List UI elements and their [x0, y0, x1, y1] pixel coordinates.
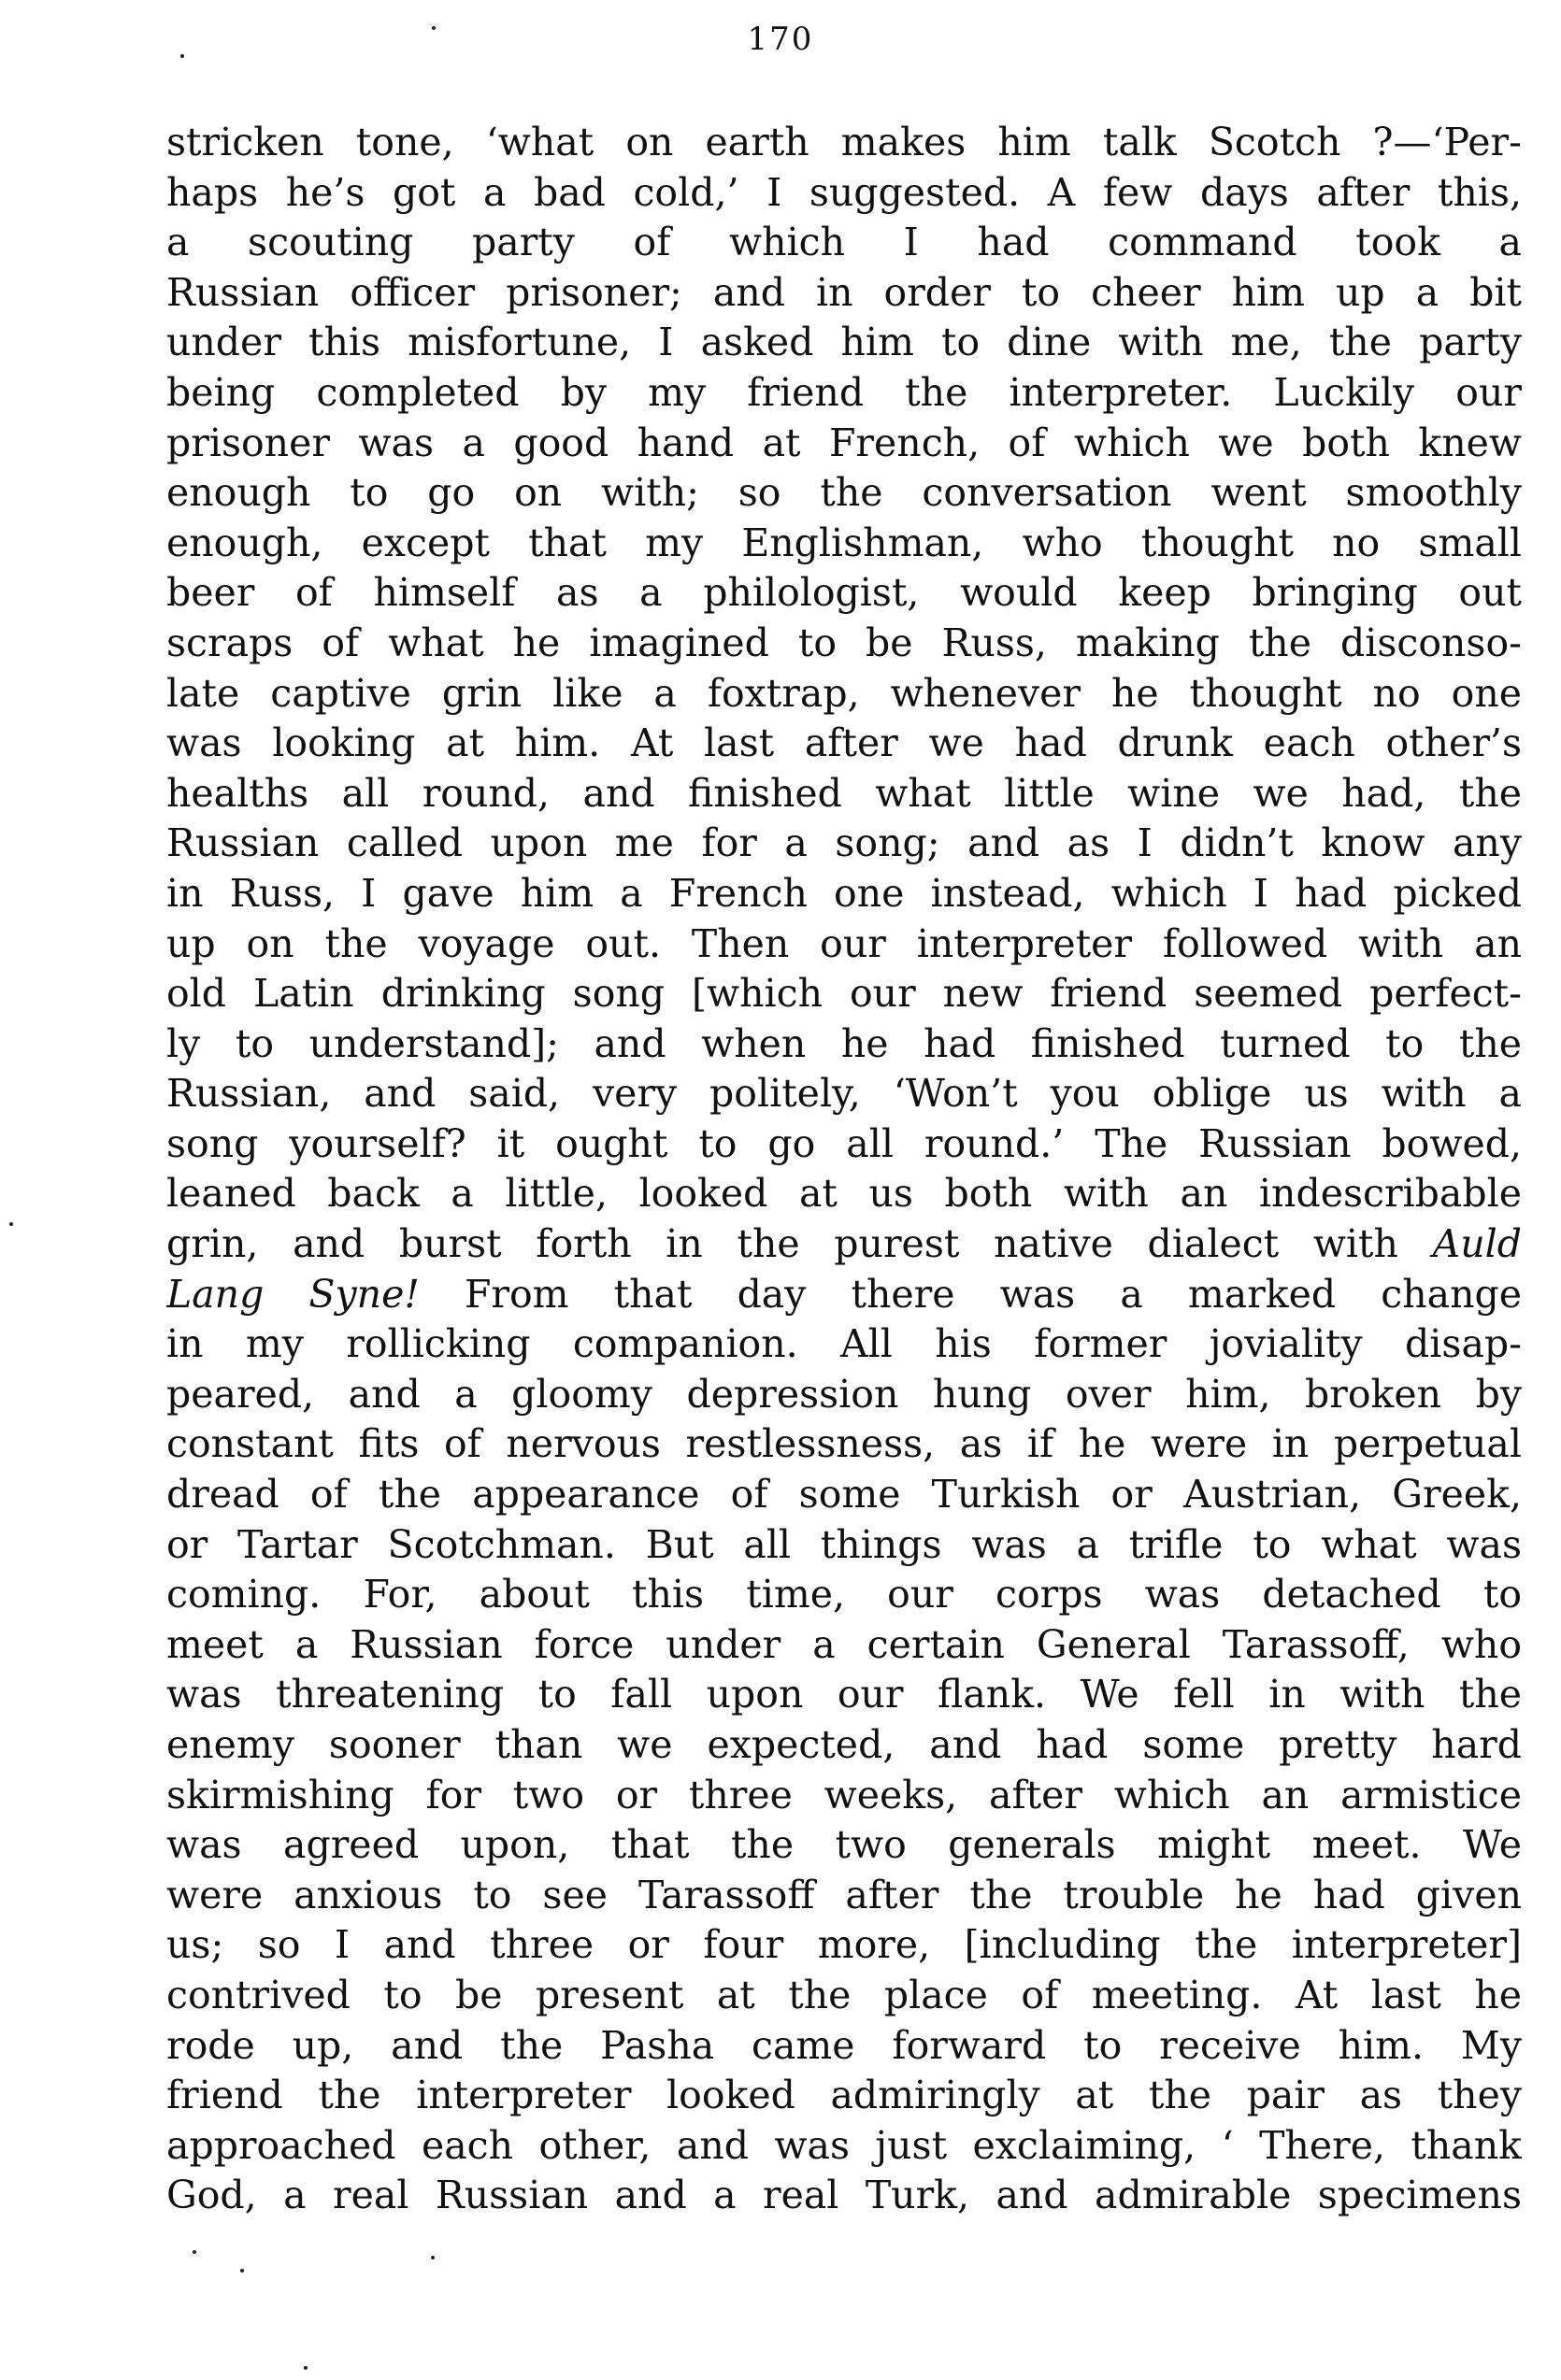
text-line: were anxious to see Tarassoff after the trouble he had given — [166, 1872, 1522, 1917]
song-title-italic: Lang Syne! — [166, 1271, 420, 1317]
text-line: song yourself? it ought to go all round.’ The Russian bowed, — [166, 1120, 1522, 1166]
text-line: was threatening to fall upon our flank. We fell in with the — [166, 1672, 1522, 1717]
text-line: under this misfortune, I asked him to dine with me, the party — [166, 320, 1522, 365]
scan-speck — [240, 2269, 244, 2273]
text-line-with-italic — [166, 1219, 1522, 1270]
text-line: prisoner was a good hand at French, of which we both knew — [166, 420, 1522, 465]
text-line: dread of the appearance of some Turkish or Austrian, Greek, — [166, 1472, 1522, 1518]
scan-speck — [304, 2366, 308, 2370]
text-line: Russian officer prisoner; and in order to cheer him up a bit — [166, 269, 1522, 315]
scan-speck — [432, 26, 436, 30]
text-line: us; so I and three or four more, [including the interpreter] — [166, 1922, 1522, 1968]
text-line: enough to go on with; so the conversation went smoothly — [166, 470, 1522, 516]
text-line: enough, except that my Englishman, who thought no small — [166, 520, 1522, 565]
text-line: a scouting party of which I had command took a — [166, 220, 1522, 265]
text-line: Russian, and said, very politely, ‘Won’t you oblige us with a — [166, 1071, 1522, 1117]
text-line: leaned back a little, looked at us both with an indescribable — [166, 1171, 1522, 1217]
text-line: rode up, and the Pasha came forward to receive him. My — [166, 2022, 1522, 2068]
text-line: in my rollicking companion. All his former joviality disap- — [166, 1321, 1522, 1367]
body-text — [166, 118, 1522, 2221]
song-title-italic: Auld — [1432, 1221, 1522, 1267]
text-line: stricken tone, ‘what on earth makes him talk Scotch ?—‘Per- — [166, 120, 1522, 164]
text-line: skirmishing for two or three weeks, after which an armistice — [166, 1772, 1522, 1817]
scan-speck — [193, 2250, 196, 2254]
text-line: in Russ, I gave him a French one instead, which I had picked — [166, 870, 1522, 916]
text-line-with-italic — [166, 1270, 1522, 1320]
scan-speck — [9, 1222, 13, 1226]
text-segment: From that day there was a marked change — [464, 1271, 1522, 1317]
text-line: or Tartar Scotchman. But all things was a trifle to what was — [166, 1521, 1522, 1567]
text-line: old Latin drinking song [which our new friend seemed perfect- — [166, 971, 1522, 1017]
text-line: contrived to be present at the place of meeting. At last he — [166, 1972, 1522, 2017]
text-line: constant fits of nervous restlessness, as if he were in perpetual — [166, 1421, 1522, 1467]
text-line: coming. For, about this time, our corps was detached to — [166, 1572, 1522, 1618]
page-number: 170 — [747, 21, 814, 58]
text-line: haps he’s got a bad cold,’ I suggested. A few days after this, — [166, 169, 1522, 215]
scan-speck — [431, 2256, 435, 2259]
text-line: meet a Russian force under a certain General Tarassoff, who — [166, 1621, 1522, 1667]
text-line: scraps of what he imagined to be Russ, making the disconso- — [166, 620, 1522, 665]
text-line: up on the voyage out. Then our interpreter followed with an — [166, 920, 1522, 966]
text-line: approached each other, and was just exclaiming, ‘ There, thank — [166, 2122, 1522, 2168]
text-line: late captive grin like a foxtrap, whenever he thought no one — [166, 670, 1522, 716]
text-line: friend the interpreter looked admiringly at the pair as they — [166, 2073, 1522, 2118]
text-line: healths all round, and finished what little wine we had, the — [166, 770, 1522, 816]
text-line: Russian called upon me for a song; and as I didn’t know any — [166, 820, 1522, 866]
text-line: was looking at him. At last after we had drunk each other’s — [166, 720, 1522, 766]
text-line: enemy sooner than we expected, and had some pretty hard — [166, 1722, 1522, 1767]
text-line: peared, and a gloomy depression hung over him, broken by — [166, 1371, 1522, 1417]
text-segment: grin, and burst forth in the purest native dialect with — [166, 1221, 1398, 1267]
text-line: God, a real Russian and a real Turk, and admirable specimens — [166, 2173, 1522, 2218]
scan-speck — [180, 54, 184, 58]
text-line: ly to understand]; and when he had finished turned to the — [166, 1020, 1522, 1066]
text-line: being completed by my friend the interpreter. Luckily our — [166, 369, 1522, 415]
text-line: was agreed upon, that the two generals might meet. We — [166, 1822, 1522, 1868]
text-line: beer of himself as a philologist, would keep bringing out — [166, 570, 1522, 616]
